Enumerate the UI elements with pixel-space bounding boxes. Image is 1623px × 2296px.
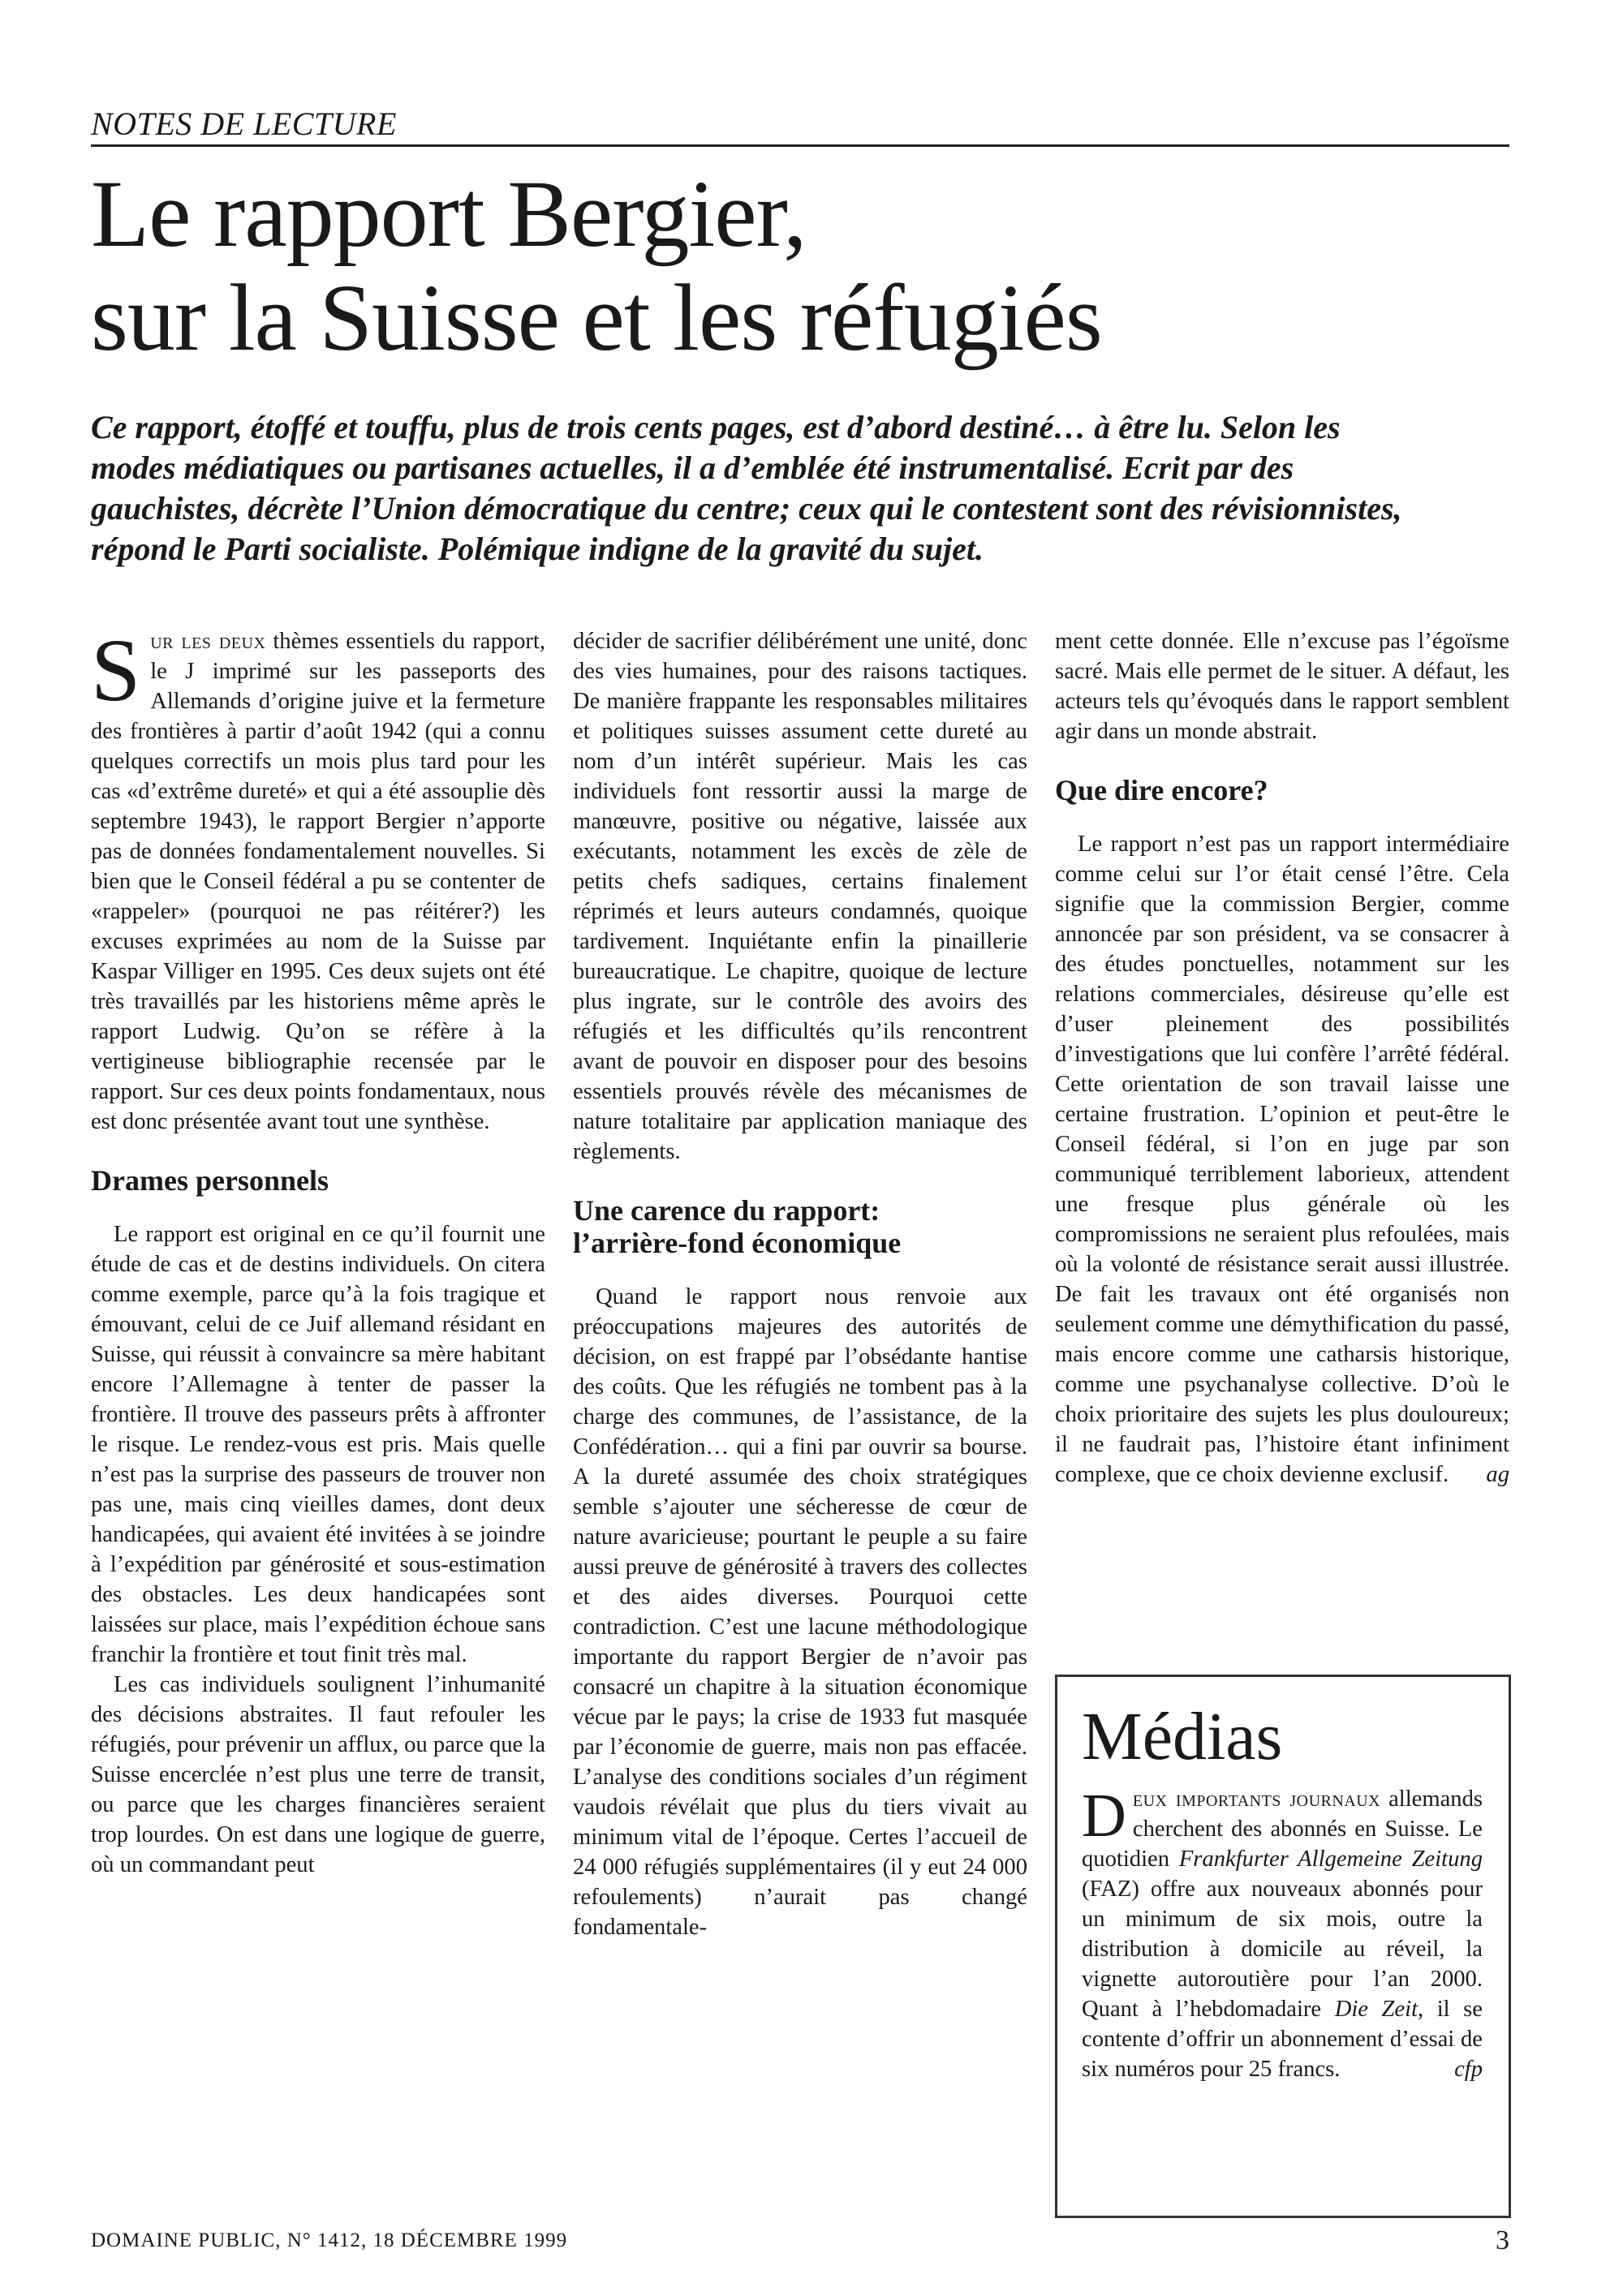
subheading-que-dire-encore: Que dire encore? bbox=[1055, 774, 1268, 806]
medias-sidebar-box bbox=[1055, 1675, 1511, 2218]
publication-info: DOMAINE PUBLIC, N° 1412, 18 DÉCEMBRE 1999 bbox=[91, 2229, 568, 2251]
subheading-carence-line-1: Une carence du rapport: bbox=[573, 1194, 880, 1227]
title-line-1: Le rapport Bergier, bbox=[91, 161, 807, 267]
paragraph-1-text: thèmes essentiels du rapport, le J imprimé sur les passeports des Allemands d’origine juive et la fermeture des frontières à partir d’août 1942 (qui a connu quelques correctifs un mois plus tard pour les cas «d’extrême dureté» et qui a été assouplie dès septembre 1943), le rapport Bergier n’apporte pas de données fondamentalement nouvelles. Si bien que le Conseil fédéral a pu se contenter de «rappeler» (pourquoi ne pas réitérer?) les excuses exprimées au nom de la Suisse par Kaspar Villiger en 1995. Ces deux sujets ont été très travaillés par les historiens même après le rapport Ludwig. Qu’on se réfère à la vertigineuse bibliographie recensée par le rapport. Sur ces deux points fondamentaux, nous est donc présentée avant tout une synthèse. bbox=[91, 629, 545, 1134]
sidebar-drop-cap: D bbox=[1082, 1782, 1126, 1850]
paragraph-7-text: Le rapport n’est pas un rapport intermédiaire comme celui sur l’or était censé l’être. Cela signifie que la commission Bergier, comme annoncée par son président, va se consacrer à des études ponctuelles, notamment sur les relations commerciales, désireuse qu’elle est d’user pleinement des possibilités d’investigations que lui confère l’arrêté fédéral. Cette orientation de son travail laisse une certaine frustration. L’opinion et peut-être le Conseil fédéral, si l’on en juge par son communiqué terriblement laborieux, attendent une fresque plus générale où les compromissions ne seraient plus refoulées, mais où la volonté de résistance serait aussi illustrée. De fait les travaux ont été organisés non seulement comme une démythification du passé, mais encore comme une catharsis historique, comme une psychanalyse collective. D’où le choix prioritaire des sujets les plus douloureux; il ne faudrait pas, l’histoire étant infiniment complexe, que ce choix devienne exclusif. bbox=[1055, 832, 1509, 1487]
paragraph-7 bbox=[1055, 829, 1509, 1490]
sidebar-text-1: allemands cherchent des abonnés en Suisse. Le quotidien bbox=[1082, 1786, 1483, 1872]
paragraph-6: ment cette donnée. Elle n’excuse pas l’égoïsme sacré. Mais elle permet de le situer. A défaut, les acteurs tels qu’évoqués dans le rapport semblent agir dans un monde abstrait. bbox=[1055, 629, 1509, 744]
section-kicker: NOTES DE LECTURE bbox=[91, 104, 1509, 147]
paragraph-1 bbox=[91, 621, 545, 1137]
paragraph-2: Le rapport est original en ce qu’il fournit une étude de cas et de destins individuels. On citera comme exemple, parce qu’à la fois tragique et émouvant, celui de ce Juif allemand résidant en Suisse, qui réussit à convaincre sa mère habitant encore l’Allemagne à tenter de passer la frontière. Il trouve des passeurs prêts à affronter le risque. Le rendez-vous est pris. Mais quelle n’est pas la surprise des passeurs de trouver non pas une, mais cinq vieilles dames, dont deux handicapées, qui avaient été invitées à se joindre à l’expédition par générosité et sous-estimation des obstacles. Les deux handicapées sont laissées sur place, mais l’expédition échoue sans franchir la frontière et tout finit très mal. bbox=[91, 1222, 545, 1667]
subheading-carence bbox=[573, 1194, 1027, 1259]
column-1 bbox=[91, 621, 546, 1880]
sidebar-title: Médias bbox=[1082, 1699, 1283, 1774]
sidebar-paragraph bbox=[1082, 1784, 1483, 2084]
sidebar-small-caps: eux importants journaux bbox=[1132, 1786, 1381, 1812]
sidebar-newspaper-faz: Frankfurter Allgemeine Zeitung bbox=[1178, 1847, 1483, 1872]
drop-cap: S bbox=[91, 621, 141, 720]
column-2 bbox=[573, 626, 1027, 1942]
sidebar-signature: cfp bbox=[1454, 2057, 1483, 2082]
article-lead: Ce rapport, étoffé et touffu, plus de trois cents pages, est d’abord destiné… à être lu. Selon les modes médiatiques ou partisanes actuelles, il a d’emblée été instrumentalisé. Ecrit par des gauchistes, décrète l’Union démocratique du centre; ceux qui le contestent sont des révisionnistes, répond le Parti socialiste. Polémique indigne de la gravité du sujet. bbox=[91, 409, 1402, 567]
paragraph-4: décider de sacrifier délibérément une unité, donc des vies humaines, pour des raisons tactiques. De manière frappante les responsables militaires et politiques suisses assument cette dureté au nom d’un intérêt supérieur. Mais les cas individuels font ressortir aussi la marge de manœuvre, positive ou négative, laissée aux exécutants, notamment les excès de zèle de petits chefs sadiques, certains finalement réprimés et leurs auteurs condamnés, quoique tardivement. Inquiétante enfin la pinaillerie bureaucratique. Le chapitre, quoique de lecture plus ingrate, sur le contrôle des avoirs des réfugiés et les difficultés qu’ils rencontrent avant de pouvoir en disposer pour des besoins essentiels prouvés révèle des mécanismes de nature totalitaire par application maniaque des règlements. bbox=[573, 629, 1027, 1164]
sidebar-text-2: (FAZ) offre aux nouveaux abonnés pour un minimum de six mois, outre la distribution à domicile au réveil, la vignette autoroutière pour l’an 2000. Quant à l’hebdomadaire bbox=[1082, 1877, 1483, 2022]
subheading-carence-line-2: l’arrière-fond économique bbox=[573, 1227, 902, 1259]
article-signature: ag bbox=[1486, 1462, 1509, 1487]
subheading-drames-personnels: Drames personnels bbox=[91, 1164, 329, 1197]
article-title bbox=[91, 162, 1509, 370]
sidebar-text-3: , il se contente d’offrir un abonnement d’essai de six numéros pour 25 francs. bbox=[1082, 1997, 1483, 2082]
column-3 bbox=[1055, 626, 1509, 1490]
page-footer bbox=[91, 2225, 1509, 2257]
page-number: 3 bbox=[1496, 2225, 1509, 2255]
paragraph-3: Les cas individuels soulignent l’inhumanité des décisions abstraites. Il faut refouler les réfugiés, pour prévenir un afflux, ou parce que la Suisse encerclée n’est plus une terre de transit, ou parce que les charges financières seraient trop lourdes. On est dans une logique de guerre, où un commandant peut bbox=[91, 1672, 546, 1877]
small-caps-opening: ur les deux bbox=[150, 629, 266, 654]
title-line-2: sur la Suisse et les réfugiés bbox=[91, 264, 1102, 371]
paragraph-5: Quand le rapport nous renvoie aux préoccupations majeures des autorités de décision, on est frappé par l’obsédante hantise des coûts. Que les réfugiés ne tombent pas à la charge des communes, de l’assistance, de la Confédération… qui a fini par ouvrir sa bourse. A la dureté assumée des choix stratégiques semble s’ajouter une sécheresse de cœur de nature avaricieuse; pourtant le peuple a su faire aussi preuve de générosité à travers des collectes et des aides diverses. Pourquoi cette contradiction. C’est une lacune méthodologique importante du rapport Bergier de n’avoir pas consacré un chapitre à la situation économique vécue par le pays; la crise de 1933 fut masquée par l’économie de guerre, mais non pas effacée. L’analyse des conditions sociales d’un régiment vaudois révélait que plus du tiers vivait au minimum vital de l’époque. Certes l’accueil de 24 000 réfugiés supplémentaires (il y eut 24 000 refoulements) n’aurait pas changé fondamentale- bbox=[573, 1284, 1027, 1940]
sidebar-newspaper-die-zeit: Die Zeit bbox=[1334, 1997, 1419, 2022]
